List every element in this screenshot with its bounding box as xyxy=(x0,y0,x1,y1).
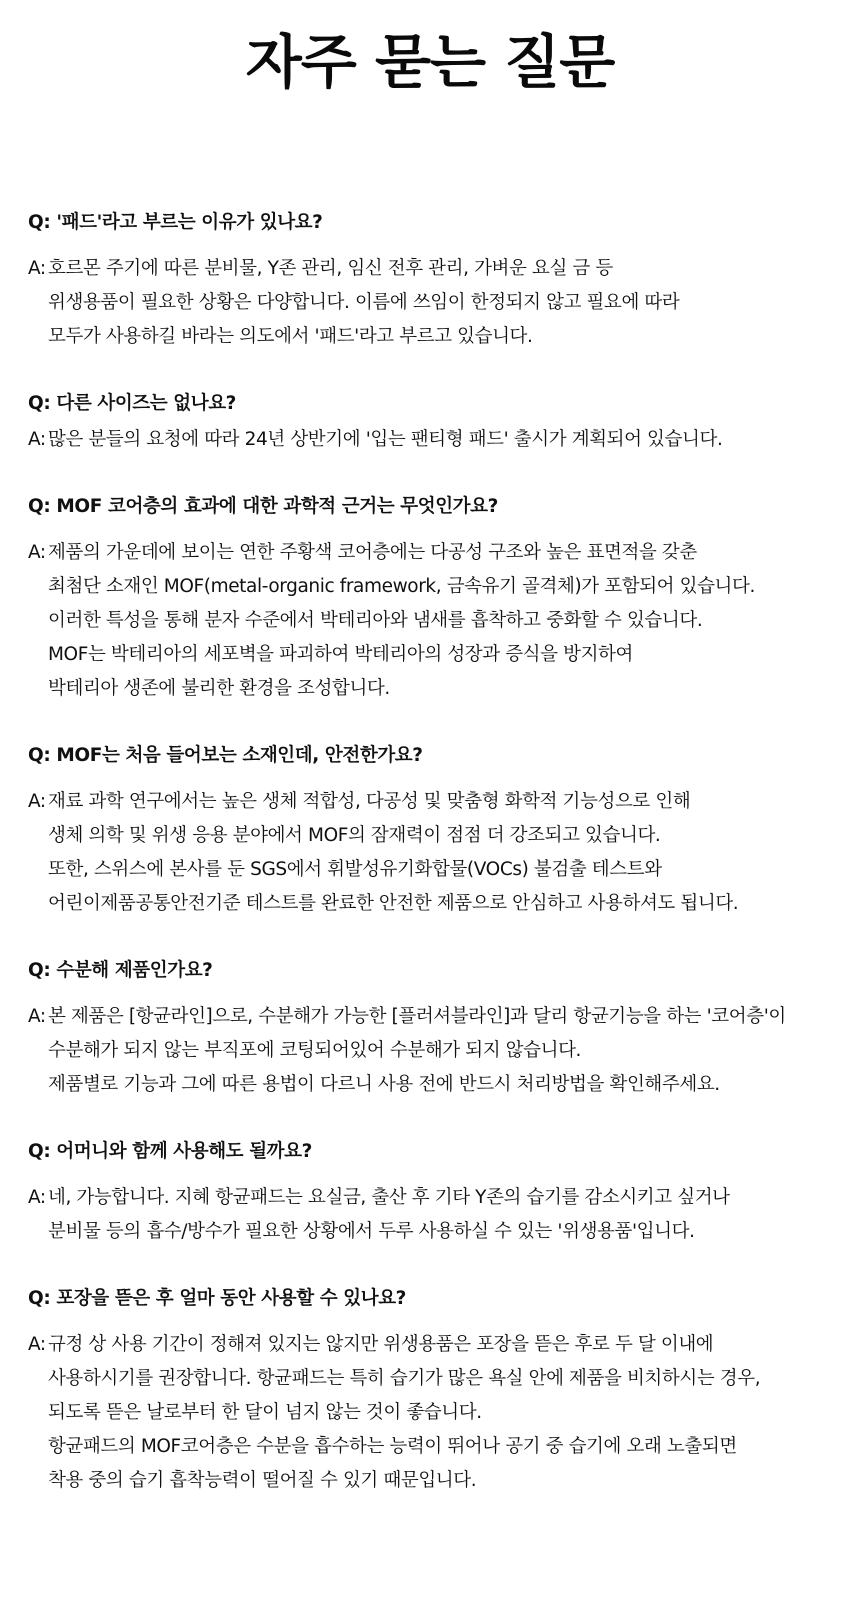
faq-answer-line: 규정 상 사용 기간이 정해져 있지는 않지만 위생용품은 포장을 뜯은 후로 두 달 이내에 xyxy=(48,1334,714,1355)
page-title: 자주 묻는 질문 xyxy=(245,28,615,96)
answer-prefix-label: A: xyxy=(28,1334,46,1355)
faq-question: Q: 수분해 제품인가요? xyxy=(28,960,213,981)
faq-question: Q: 포장을 뜯은 후 얼마 동안 사용할 수 있나요? xyxy=(28,1288,406,1309)
faq-answer-line: 분비물 등의 흡수/방수가 필요한 상황에서 두루 사용하실 수 있는 '위생용품'입니다. xyxy=(48,1221,695,1242)
faq-answer-line: 네, 가능합니다. 지혜 항균패드는 요실금, 출산 후 기타 Y존의 습기를 감소시키고 싶거나 xyxy=(48,1187,730,1208)
answer-prefix-label: A: xyxy=(28,1006,46,1027)
faq-item xyxy=(28,739,843,921)
faq-item xyxy=(28,1135,843,1249)
faq-answer-line: 많은 분들의 요청에 따라 24년 상반기에 '입는 팬티형 패드' 출시가 계획되어 있습니다. xyxy=(48,429,723,450)
faq-question: Q: 다른 사이즈는 없나요? xyxy=(28,393,237,414)
faq-question: Q: MOF는 처음 들어보는 소재인데, 안전한가요? xyxy=(28,745,423,766)
faq-answer xyxy=(28,252,843,354)
faq-answer-line: 생체 의학 및 위생 응용 분야에서 MOF의 잠재력이 점점 더 강조되고 있습니다. xyxy=(48,825,661,846)
faq-answer-line: 착용 중의 습기 흡착능력이 떨어질 수 있기 때문입니다. xyxy=(48,1470,477,1491)
faq-answer xyxy=(28,785,843,921)
faq-item xyxy=(28,490,843,706)
faq-answer-line: 최첨단 소재인 MOF(metal-organic framework, 금속유기 골격체)가 포함되어 있습니다. xyxy=(48,576,755,597)
faq-answer xyxy=(28,1181,843,1249)
faq-answer-line: 이러한 특성을 통해 분자 수준에서 박테리아와 냄새를 흡착하고 중화할 수 있습니다. xyxy=(48,610,703,631)
faq-question: Q: MOF 코어층의 효과에 대한 과학적 근거는 무엇인가요? xyxy=(28,496,498,517)
faq-answer-line: 모두가 사용하길 바라는 의도에서 '패드'라고 부르고 있습니다. xyxy=(48,326,533,347)
faq-list xyxy=(28,206,843,1531)
answer-prefix-label: A: xyxy=(28,1187,46,1208)
faq-answer-line: 재료 과학 연구에서는 높은 생체 적합성, 다공성 및 맞춤형 화학적 기능성으로 인해 xyxy=(48,791,691,812)
faq-question: Q: 어머니와 함께 사용해도 될까요? xyxy=(28,1141,312,1162)
faq-answer-line: 박테리아 생존에 불리한 환경을 조성합니다. xyxy=(48,678,390,699)
answer-prefix-label: A: xyxy=(28,258,46,279)
answer-prefix-label: A: xyxy=(28,542,46,563)
faq-answer-line: 호르몬 주기에 따른 분비물, Y존 관리, 임신 전후 관리, 가벼운 요실 금 등 xyxy=(48,258,613,279)
faq-question: Q: '패드'라고 부르는 이유가 있나요? xyxy=(28,212,323,233)
faq-item xyxy=(28,954,843,1102)
answer-prefix-label: A: xyxy=(28,429,46,450)
faq-answer xyxy=(28,423,843,457)
faq-item xyxy=(28,1282,843,1498)
faq-answer-line: 제품별로 기능과 그에 따른 용법이 다르니 사용 전에 반드시 처리방법을 확인해주세요. xyxy=(48,1074,720,1095)
faq-answer xyxy=(28,1000,843,1102)
faq-answer-line: 되도록 뜯은 날로부터 한 달이 넘지 않는 것이 좋습니다. xyxy=(48,1402,482,1423)
answer-prefix-label: A: xyxy=(28,791,46,812)
faq-item xyxy=(28,206,843,354)
faq-answer-line: 어린이제품공통안전기준 테스트를 완료한 안전한 제품으로 안심하고 사용하셔도 됩니다. xyxy=(48,893,739,914)
faq-answer-line: 항균패드의 MOF코어층은 수분을 흡수하는 능력이 뛰어나 공기 중 습기에 오래 노출되면 xyxy=(48,1436,737,1457)
faq-answer-line: 사용하시기를 권장합니다. 항균패드는 특히 습기가 많은 욕실 안에 제품을 비치하시는 경우, xyxy=(48,1368,761,1389)
faq-answer-line: 위생용품이 필요한 상황은 다양합니다. 이름에 쓰임이 한정되지 않고 필요에 따라 xyxy=(48,292,680,313)
faq-answer-line: 수분해가 되지 않는 부직포에 코팅되어있어 수분해가 되지 않습니다. xyxy=(48,1040,582,1061)
faq-answer xyxy=(28,536,843,706)
faq-answer-line: 또한, 스위스에 본사를 둔 SGS에서 휘발성유기화합물(VOCs) 불검출 테스트와 xyxy=(48,859,662,880)
faq-answer xyxy=(28,1328,843,1498)
faq-answer-line: MOF는 박테리아의 세포벽을 파괴하여 박테리아의 성장과 증식을 방지하여 xyxy=(48,644,633,665)
faq-item xyxy=(28,387,843,457)
faq-answer-line: 본 제품은 [항균라인]으로, 수분해가 가능한 [플러셔블라인]과 달리 항균기능을 하는 '코어층'이 xyxy=(48,1006,786,1027)
faq-answer-line: 제품의 가운데에 보이는 연한 주황색 코어층에는 다공성 구조와 높은 표면적을 갖춘 xyxy=(48,542,697,563)
